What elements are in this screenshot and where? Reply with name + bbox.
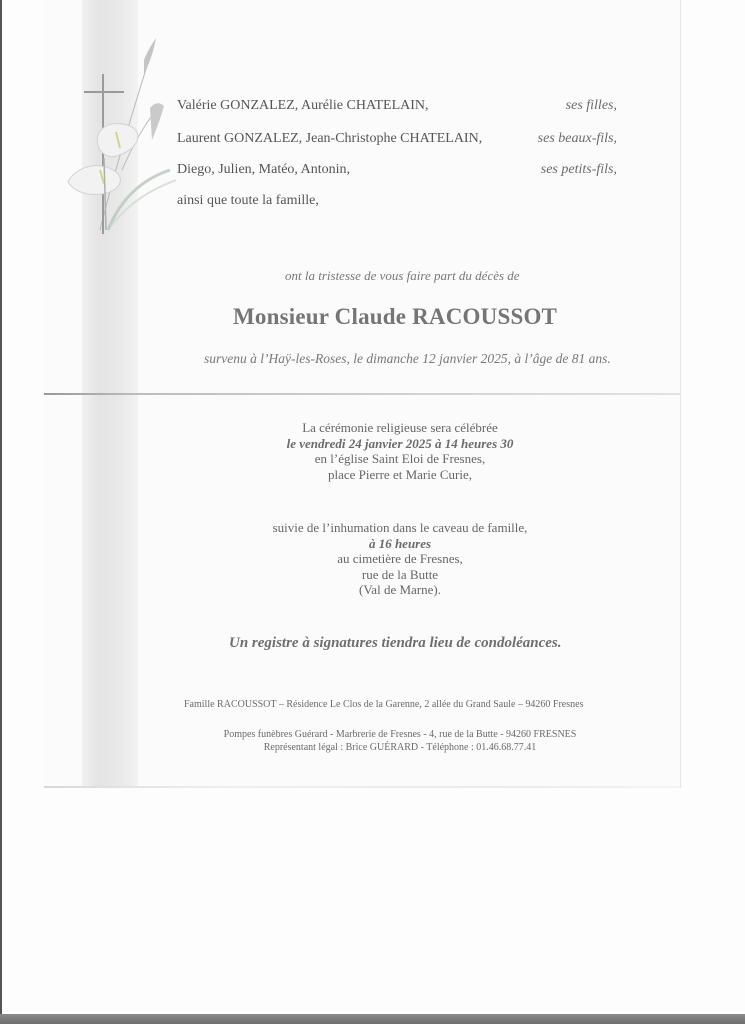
registry-note: Un registre à signatures tiendra lieu de condoléances.	[229, 635, 562, 651]
ceremony-block	[170, 420, 630, 482]
relation-daughters: ses filles,	[565, 98, 617, 113]
calla-lily-icon	[68, 123, 176, 230]
deceased-info: survenu à l’Haÿ-les-Roses, le dimanche 12 janvier 2025, à l’âge de 81 ans.	[204, 351, 611, 366]
burial-block	[170, 520, 630, 598]
relation-grandsons: ses petits-fils,	[540, 162, 617, 177]
legal-representative: Représentant légal : Brice GUÉRARD - Téléphone : 01.46.68.77.41	[263, 742, 537, 753]
announcement-intro: ont la tristesse de vous faire part du décès de	[285, 268, 520, 283]
ceremony-church: en l’église Saint Eloi de Fresnes,	[314, 451, 486, 467]
burial-cemetery: au cimetière de Fresnes,	[337, 551, 463, 567]
burial-street: rue de la Butte	[361, 566, 439, 582]
deceased-name: Monsieur Claude RACOUSSOT	[233, 304, 558, 329]
ceremony-date-time: le vendredi 24 janvier 2025 à 14 heures 30	[286, 435, 514, 451]
family-address: Famille RACOUSSOT – Résidence Le Clos de la Garenne, 2 allée du Grand Saule – 94260 Fresnes	[184, 699, 584, 710]
funeral-home-block	[170, 728, 630, 754]
fold-line	[44, 393, 680, 395]
family-names-daughters: Valérie GONZALEZ, Aurélie CHATELAIN,	[177, 98, 429, 113]
scan-edge	[0, 0, 2, 1024]
burial-region: (Val de Marne).	[359, 582, 441, 598]
family-names-grandsons: Diego, Julien, Matéo, Antonin,	[177, 162, 351, 177]
burial-time: à 16 heures	[368, 535, 432, 551]
ceremony-line: La cérémonie religieuse sera célébrée	[302, 420, 498, 435]
relation-sons-in-law: ses beaux-fils,	[537, 131, 617, 146]
scanner-bottom-edge	[0, 1014, 745, 1024]
card-bottom-edge	[44, 786, 680, 788]
ceremony-address: place Pierre et Marie Curie,	[327, 466, 472, 482]
family-names-extended: ainsi que toute la famille,	[177, 193, 319, 208]
funeral-home: Pompes funèbres Guérard - Marbrerie de Fresnes - 4, rue de la Butte - 94260 FRESNES	[223, 729, 577, 740]
burial-line: suivie de l’inhumation dans le caveau de famille,	[272, 520, 528, 535]
family-names-sons-in-law: Laurent GONZALEZ, Jean-Christophe CHATELAIN,	[177, 131, 483, 146]
